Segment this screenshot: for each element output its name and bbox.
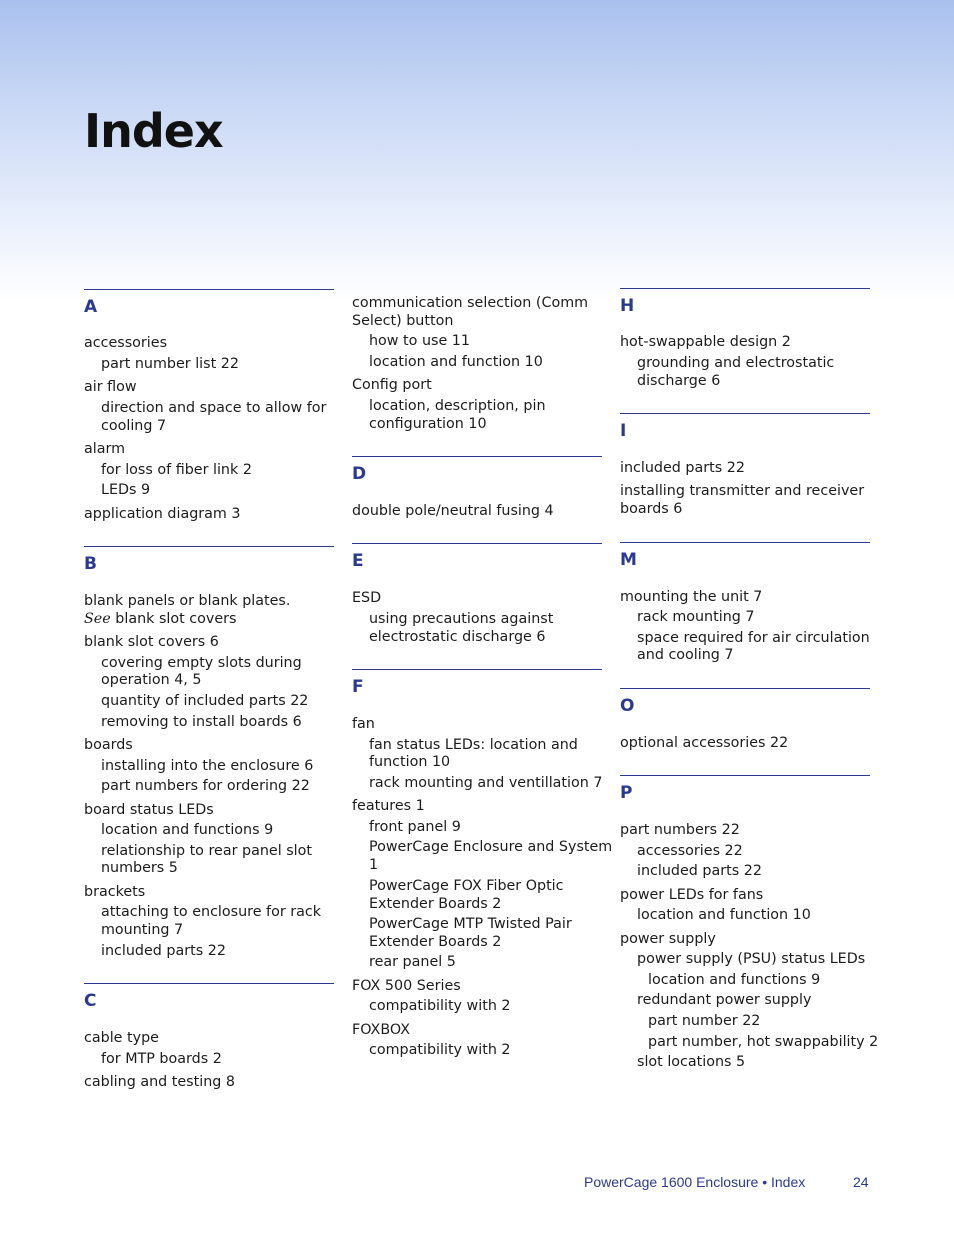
see-target: blank slot covers bbox=[115, 611, 237, 627]
index-subentry: operation 4, 5 bbox=[101, 672, 202, 688]
index-subentry: redundant power supply bbox=[637, 992, 812, 1008]
index-subentry: direction and space to allow for bbox=[101, 400, 327, 416]
index-subentry: relationship to rear panel slot bbox=[101, 843, 313, 859]
index-section-p bbox=[620, 775, 870, 803]
index-entry: fan bbox=[352, 716, 375, 732]
index-subentry: PowerCage MTP Twisted Pair bbox=[369, 916, 572, 932]
index-subentry: covering empty slots during bbox=[101, 655, 302, 671]
index-entry: blank panels or blank plates. bbox=[84, 593, 291, 609]
index-subentry: configuration 10 bbox=[369, 416, 487, 432]
index-section-e bbox=[352, 543, 602, 571]
index-entry: mounting the unit 7 bbox=[620, 589, 763, 605]
index-entry: included parts 22 bbox=[620, 460, 745, 476]
index-entry: cable type bbox=[84, 1030, 159, 1046]
index-entry: double pole/neutral fusing 4 bbox=[352, 503, 554, 519]
section-letter: F bbox=[352, 677, 364, 697]
index-subentry: space required for air circulation bbox=[637, 630, 870, 646]
index-subentry: accessories 22 bbox=[637, 843, 743, 859]
index-subentry: for loss of fiber link 2 bbox=[101, 462, 252, 478]
index-subentry: rear panel 5 bbox=[369, 954, 456, 970]
index-subentry: and cooling 7 bbox=[637, 647, 734, 663]
index-subentry: function 10 bbox=[369, 754, 451, 770]
index-subsubentry: part number 22 bbox=[648, 1013, 761, 1029]
index-subsubentry: location and functions 9 bbox=[648, 972, 821, 988]
index-entry: Select) button bbox=[352, 313, 454, 329]
index-entry: blank slot covers 6 bbox=[84, 634, 219, 650]
section-letter: I bbox=[620, 421, 627, 441]
index-subentry: attaching to enclosure for rack bbox=[101, 904, 322, 920]
index-subentry: quantity of included parts 22 bbox=[101, 693, 309, 709]
footer-document-title: PowerCage 1600 Enclosure • Index bbox=[584, 1174, 806, 1190]
index-subentry: Extender Boards 2 bbox=[369, 934, 502, 950]
index-entry: accessories bbox=[84, 335, 168, 351]
index-subentry: rack mounting 7 bbox=[637, 609, 755, 625]
index-entry: boards bbox=[84, 737, 133, 753]
index-subentry: location and function 10 bbox=[369, 354, 543, 370]
index-subentry: PowerCage Enclosure and System bbox=[369, 839, 613, 855]
section-letter: E bbox=[352, 551, 364, 571]
index-section-b bbox=[84, 546, 334, 574]
section-letter: H bbox=[620, 296, 635, 316]
index-subentry: LEDs 9 bbox=[101, 482, 151, 498]
footer-page-number: 24 bbox=[853, 1174, 869, 1190]
section-letter: A bbox=[84, 297, 98, 317]
index-subentry: slot locations 5 bbox=[637, 1054, 746, 1070]
index-entry: Config port bbox=[352, 377, 432, 393]
index-subentry: grounding and electrostatic bbox=[637, 355, 835, 371]
index-subentry: compatibility with 2 bbox=[369, 998, 511, 1014]
index-entry: power supply bbox=[620, 931, 716, 947]
index-subentry: fan status LEDs: location and bbox=[369, 737, 578, 753]
index-section-h bbox=[620, 288, 870, 316]
index-entry: alarm bbox=[84, 441, 126, 457]
index-subentry: removing to install boards 6 bbox=[101, 714, 302, 730]
index-subentry: included parts 22 bbox=[637, 863, 762, 879]
index-section-d bbox=[352, 456, 602, 484]
index-entry: air flow bbox=[84, 379, 137, 395]
index-section-f bbox=[352, 669, 602, 697]
index-entry: optional accessories 22 bbox=[620, 735, 789, 751]
index-section-m bbox=[620, 542, 870, 570]
index-entry: installing transmitter and receiver bbox=[620, 483, 865, 499]
index-subentry: PowerCage FOX Fiber Optic bbox=[369, 878, 564, 894]
index-subentry: included parts 22 bbox=[101, 943, 226, 959]
index-subentry: electrostatic discharge 6 bbox=[369, 629, 546, 645]
index-subentry: installing into the enclosure 6 bbox=[101, 758, 314, 774]
index-entry: hot-swappable design 2 bbox=[620, 334, 791, 350]
index-entry: communication selection (Comm bbox=[352, 295, 589, 311]
index-entry: brackets bbox=[84, 884, 146, 900]
index-entry: boards 6 bbox=[620, 501, 683, 517]
index-subentry: discharge 6 bbox=[637, 373, 721, 389]
index-section-o bbox=[620, 688, 870, 716]
index-subentry: Extender Boards 2 bbox=[369, 896, 502, 912]
see-label: See bbox=[84, 611, 111, 627]
section-letter: O bbox=[620, 696, 635, 716]
index-subentry: rack mounting and ventillation 7 bbox=[369, 775, 603, 791]
index-subentry: part numbers for ordering 22 bbox=[101, 778, 310, 794]
index-subentry: front panel 9 bbox=[369, 819, 461, 835]
page-title: Index bbox=[84, 104, 223, 158]
index-subentry: for MTP boards 2 bbox=[101, 1051, 222, 1067]
index-subentry: mounting 7 bbox=[101, 922, 184, 938]
index-subentry: location, description, pin bbox=[369, 398, 546, 414]
section-letter: M bbox=[620, 550, 637, 570]
index-subentry: how to use 11 bbox=[369, 333, 470, 349]
index-subentry: compatibility with 2 bbox=[369, 1042, 511, 1058]
index-entry: part numbers 22 bbox=[620, 822, 740, 838]
index-subentry: location and functions 9 bbox=[101, 822, 274, 838]
index-section-i bbox=[620, 413, 870, 441]
index-subentry: power supply (PSU) status LEDs bbox=[637, 951, 866, 967]
index-subentry: 1 bbox=[369, 857, 379, 873]
index-cross-reference bbox=[84, 610, 236, 628]
section-letter: P bbox=[620, 783, 633, 803]
index-subentry: cooling 7 bbox=[101, 418, 167, 434]
index-section-c bbox=[84, 983, 334, 1011]
index-subentry: numbers 5 bbox=[101, 860, 178, 876]
section-letter: C bbox=[84, 991, 97, 1011]
section-letter: B bbox=[84, 554, 97, 574]
index-subsubentry: part number, hot swappability 2 bbox=[648, 1034, 879, 1050]
index-entry: application diagram 3 bbox=[84, 506, 241, 522]
index-entry: power LEDs for fans bbox=[620, 887, 764, 903]
index-entry: FOXBOX bbox=[352, 1022, 411, 1038]
index-entry: features 1 bbox=[352, 798, 425, 814]
index-subentry: location and function 10 bbox=[637, 907, 811, 923]
index-subentry: part number list 22 bbox=[101, 356, 239, 372]
index-entry: FOX 500 Series bbox=[352, 978, 461, 994]
index-entry: board status LEDs bbox=[84, 802, 214, 818]
index-entry: ESD bbox=[352, 590, 382, 606]
section-letter: D bbox=[352, 464, 367, 484]
index-entry: cabling and testing 8 bbox=[84, 1074, 235, 1090]
index-subentry: using precautions against bbox=[369, 611, 554, 627]
index-section-a bbox=[84, 289, 334, 317]
